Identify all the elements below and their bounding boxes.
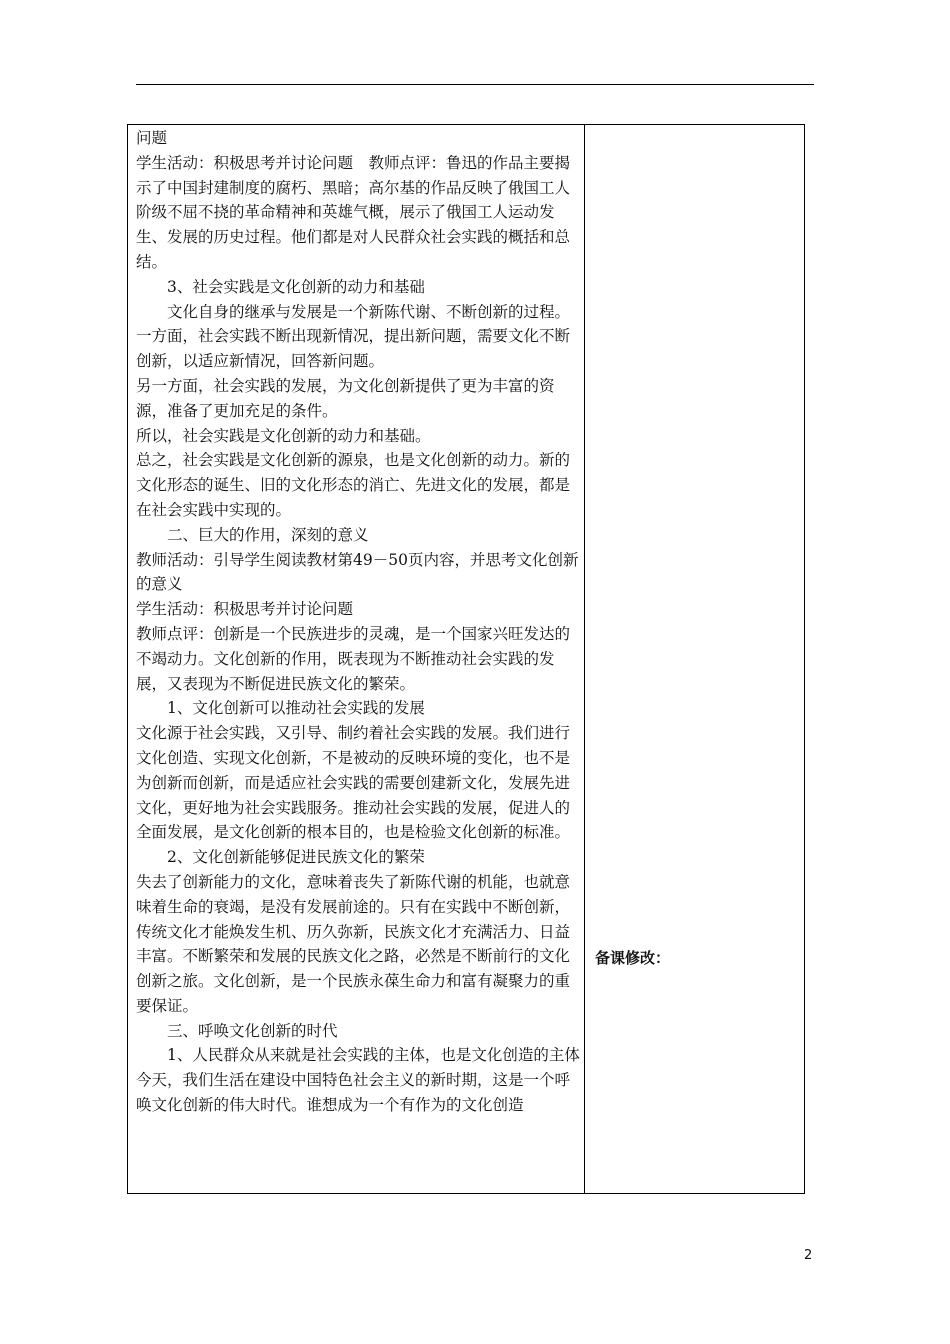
content-paragraph: 一方面，社会实践不断出现新情况，提出新问题，需要文化不断创新，以适应新情况，回答新问题。 <box>136 327 571 371</box>
content-paragraph: 教师活动：引导学生阅读教材第49－50页内容，并思考文化创新的意义 <box>136 550 579 594</box>
header-rule <box>136 84 814 85</box>
lesson-content-cell <box>136 126 580 1118</box>
content-paragraph: 总之，社会实践是文化创新的源泉，也是文化创新的动力。新的文化形态的诞生、旧的文化形态的消亡、先进文化的发展，都是在社会实践中实现的。 <box>136 451 571 519</box>
content-paragraph: 问题 <box>136 129 168 147</box>
content-paragraph: 文化自身的继承与发展是一个新陈代谢、不断创新的过程。 <box>167 302 571 321</box>
content-paragraph: 教师点评：创新是一个民族进步的灵魂，是一个国家兴旺发达的不竭动力。文化创新的作用，既表现为不断推动社会实践的发展，又表现为不断促进民族文化的繁荣。 <box>136 624 571 693</box>
content-paragraph: 三、呼唤文化创新的时代 <box>167 1021 338 1040</box>
content-paragraph: 二、巨大的作用，深刻的意义 <box>167 525 369 544</box>
content-paragraph: 另一方面，社会实践的发展，为文化创新提供了更为丰富的资源，准备了更加充足的条件。 <box>136 376 555 420</box>
content-paragraph: 1、人民群众从来就是社会实践的主体，也是文化创造的主体 <box>167 1046 580 1065</box>
content-paragraph: 学生活动：积极思考并讨论问题 <box>136 600 354 619</box>
revision-notes-label: 备课修改： <box>595 949 671 967</box>
content-paragraph: 失去了创新能力的文化，意味着丧失了新陈代谢的机能，也就意味着生命的衰竭，是没有发展前途的。只有在实践中不断创新，传统文化才能焕发生机、历久弥新，民族文化才充满活力、日益丰富。不断繁荣和发展的民族文化之路，必然是不断前行的文化创新之旅。文化创新，是一个民族永葆生命力和富有凝聚力的重要保证。 <box>136 872 571 1015</box>
content-paragraph: 学生活动：积极思考并讨论问题 教师点评：鲁迅的作品主要揭示了中国封建制度的腐朽、黑暗；高尔基的作品反映了俄国工人阶级不屈不挠的革命精神和英雄气概，展示了俄国工人运动发生、发展的历史过程。他们都是对人民群众社会实践的概括和总结。 <box>136 153 571 271</box>
content-paragraph: 1、文化创新可以推动社会实践的发展 <box>167 699 425 718</box>
content-paragraph: 3、社会实践是文化创新的动力和基础 <box>167 277 425 296</box>
page-number: 2 <box>804 1248 813 1263</box>
revision-notes-cell <box>585 125 804 1193</box>
content-paragraph: 所以，社会实践是文化创新的动力和基础。 <box>136 426 431 445</box>
content-paragraph: 今天，我们生活在建设中国特色社会主义的新时期，这是一个呼唤文化创新的伟大时代。谁想成为一个有作为的文化创造 <box>136 1071 571 1115</box>
lesson-table <box>127 124 805 1194</box>
content-paragraph: 文化源于社会实践，又引导、制约着社会实践的发展。我们进行文化创造、实现文化创新，不是被动的反映环境的变化，也不是为创新而创新，而是适应社会实践的需要创建新文化，发展先进文化，更好地为社会实践服务。推动社会实践的发展，促进人的全面发展，是文化创新的根本目的，也是检验文化创新的标准。 <box>136 724 571 842</box>
content-paragraph: 2、文化创新能够促进民族文化的繁荣 <box>167 848 425 867</box>
